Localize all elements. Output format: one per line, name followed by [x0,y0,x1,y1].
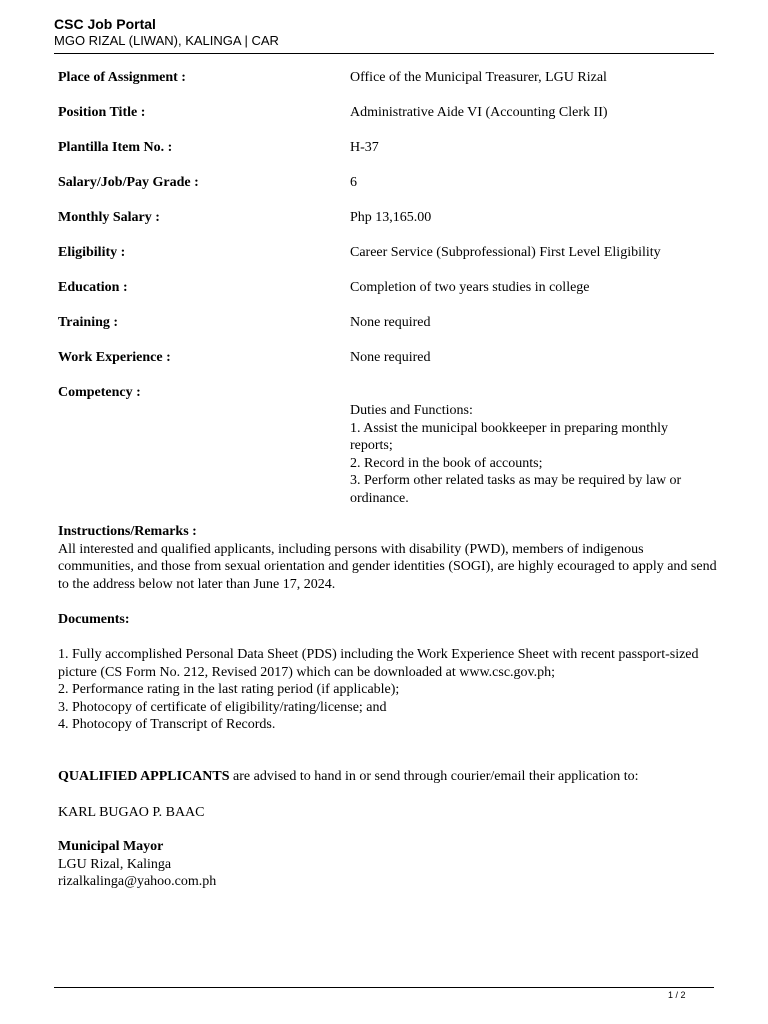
contact-block [58,838,718,891]
duty-item: 2. Record in the book of accounts; [350,455,543,471]
document-item: 4. Photocopy of Transcript of Records. [58,717,276,732]
page-header [54,16,714,49]
page-number: 1 / 2 [668,990,686,1000]
portal-subtitle: MGO RIZAL (LIWAN), KALINGA | CAR [54,33,279,48]
field-value: Career Service (Subprofessional) First Level Eligibility [350,245,661,260]
contact-name: KARL BUGAO P. BAAC [58,805,205,820]
field-value: Php 13,165.00 [350,210,432,225]
field-label: Work Experience : [58,350,171,365]
field-label: Position Title : [58,105,146,120]
field-label: Place of Assignment : [58,70,186,85]
qualified-applicants-text: are advised to hand in or send through courier/email their application to: [229,769,639,784]
document-item: 3. Photocopy of certificate of eligibility/rating/license; and [58,699,387,715]
duties-block [350,402,712,507]
document-item: 2. Performance rating in the last rating period (if applicable); [58,682,400,697]
contact-office: LGU Rizal, Kalinga [58,856,172,872]
field-value: Completion of two years studies in college [350,280,590,295]
field-label: Monthly Salary : [58,210,160,225]
field-label: Salary/Job/Pay Grade : [58,175,199,190]
document-item: 1. Fully accomplished Personal Data Sheet (PDS) including the Work Experience Sheet with recent passport-sized picture (CS Form No. 212, Revised 2017) which can be downloaded at www.csc.gov.ph; [58,647,699,680]
field-value: None required [350,315,431,330]
documents-heading: Documents: [58,612,130,627]
qualified-applicants-bold: QUALIFIED APPLICANTS [58,769,230,784]
field-value: H-37 [350,140,379,155]
field-label: Education : [58,280,128,295]
field-value: 6 [350,175,357,190]
contact-email: rizalkalinga@yahoo.com.ph [58,874,217,889]
field-label: Eligibility : [58,245,126,260]
instructions-heading: Instructions/Remarks : [58,524,197,539]
duty-item: 3. Perform other related tasks as may be required by law or ordinance. [350,473,682,506]
duty-item: 1. Assist the municipal bookkeeper in preparing monthly reports; [350,420,669,453]
contact-position: Municipal Mayor [58,839,164,854]
header-divider [54,53,714,54]
field-value: None required [350,350,431,365]
field-label: Training : [58,315,119,330]
qualified-applicants-line [58,768,718,786]
field-value: Office of the Municipal Treasurer, LGU Rizal [350,70,607,85]
field-label: Plantilla Item No. : [58,140,173,155]
field-label: Competency : [58,385,141,400]
documents-block [58,611,718,734]
instructions-block [58,523,718,593]
field-value: Administrative Aide VI (Accounting Clerk II) [350,105,608,120]
instructions-text: All interested and qualified applicants, including persons with disability (PWD), members of indigenous communities, and those from sexual orientation and gender identities (SOGI), are highly ecouraged to apply and send to the address below not later than June 17, 2024. [58,541,717,592]
footer-divider [54,987,714,988]
duties-heading: Duties and Functions: [350,403,473,418]
portal-title: CSC Job Portal [54,16,156,32]
